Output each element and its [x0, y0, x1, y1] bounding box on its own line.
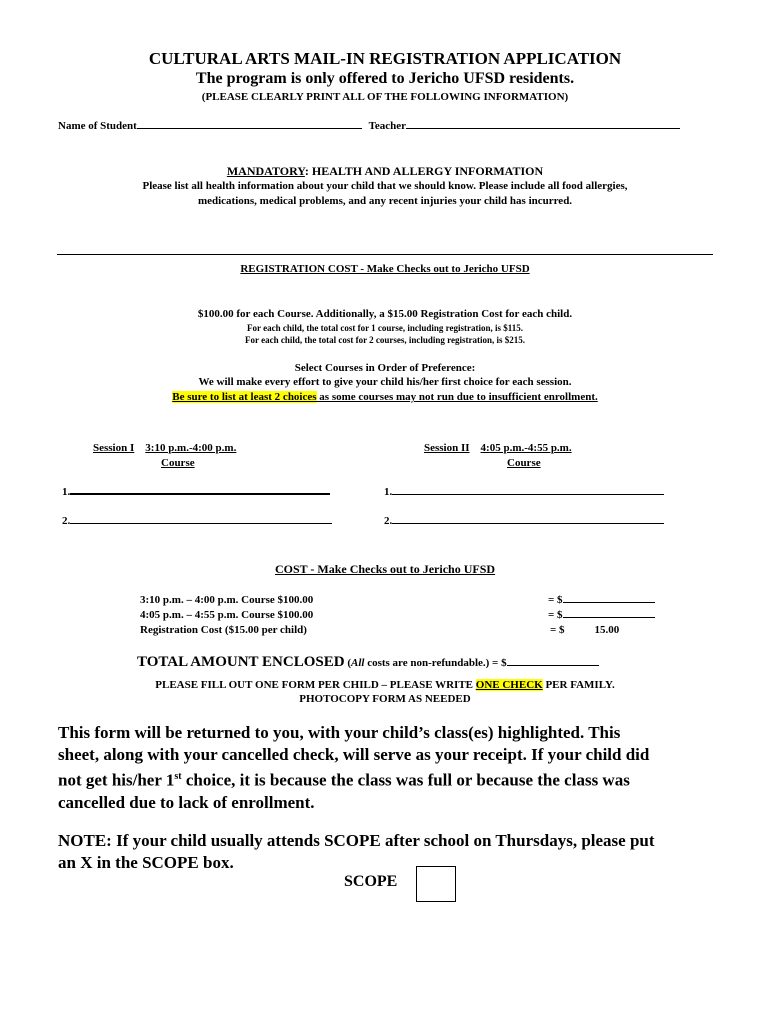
total-label: TOTAL AMOUNT ENCLOSED: [137, 654, 345, 670]
choice-number: 2.: [384, 515, 393, 527]
course-cost-line: $100.00 for each Course. Additionally, a $15.00 Registration Cost for each child.: [197, 308, 573, 320]
equals-dollar: = $: [548, 594, 563, 606]
cost-row-amount: [550, 624, 619, 636]
cost-note-2: For each child, the total cost for 2 courses, including registration, is $215.: [245, 335, 525, 345]
health-heading-text: : HEALTH AND ALLERGY INFORMATION: [304, 164, 544, 178]
health-line-1: Please list all health information about your child that we should know. Please include all food allergies,: [142, 180, 628, 192]
student-row: [58, 120, 680, 132]
fill-out-line: [0, 679, 770, 691]
cost-note-1: For each child, the total cost for 1 course, including registration, is $115.: [247, 323, 523, 333]
receipt-line: This form will be returned to you, with your child’s class(es) highlighted. This: [58, 723, 621, 742]
cost-heading: COST - Make Checks out to Jericho UFSD: [274, 562, 496, 576]
cost-row-2-field[interactable]: [563, 617, 655, 618]
effort-line: We will make every effort to give your child his/her first choice for each session.: [198, 376, 572, 388]
ordinal-suffix: st: [174, 771, 182, 782]
health-line-2: medications, medical problems, and any recent injuries your child has incurred.: [197, 195, 573, 207]
form-title: CULTURAL ARTS MAIL-IN REGISTRATION APPLICATION: [148, 49, 622, 68]
choice-number: 1.: [62, 486, 71, 498]
session-1-time: 3:10 p.m.-4:00 p.m.: [145, 442, 237, 454]
scope-note: [58, 830, 758, 874]
choices-line: [0, 391, 770, 403]
receipt-line: sheet, along with your cancelled check, will serve as your receipt. If your child did: [58, 745, 650, 764]
receipt-paragraph: [58, 722, 758, 814]
session-2-course: Course: [507, 457, 541, 469]
session-1-choice-2: [62, 515, 332, 527]
equals-dollar: = $: [548, 609, 563, 621]
form-subtitle: The program is only offered to Jericho UFSD residents.: [195, 70, 575, 87]
session-1-label: Session I: [93, 442, 135, 454]
receipt-text: choice, it is because the class was full or because the class was: [181, 770, 630, 790]
fill-out-text-end: PER FAMILY.: [542, 679, 615, 691]
receipt-text: not get his/her 1: [58, 770, 175, 790]
receipt-line: [58, 766, 758, 792]
total-row: [137, 653, 599, 671]
session-2-choice-1-field[interactable]: [392, 494, 664, 495]
session-2-heading: [424, 442, 572, 454]
session-1-choice-1: [62, 486, 330, 498]
registration-cost-value: 15.00: [594, 624, 620, 636]
fill-out-text: PLEASE FILL OUT ONE FORM PER CHILD – PLEASE WRITE: [155, 679, 476, 691]
cost-row-label: 4:05 p.m. – 4:55 p.m. Course $100.00: [140, 609, 314, 621]
session-1-course: Course: [161, 457, 195, 469]
choices-rest: as some courses may not run due to insufficient enrollment.: [316, 391, 598, 403]
choices-highlight: Be sure to list at least 2 choices: [172, 391, 317, 403]
session-1-heading: [93, 442, 236, 454]
cost-row-amount: [548, 594, 655, 606]
equals-dollar: = $: [550, 624, 565, 636]
health-answer-line[interactable]: [57, 254, 713, 255]
session-2-label: Session II: [424, 442, 470, 454]
student-name-label: Name of Student: [58, 120, 137, 132]
session-1-choice-1-field[interactable]: [70, 493, 330, 495]
total-paren: (: [344, 657, 351, 669]
cost-row-1-field[interactable]: [563, 602, 655, 603]
session-1-choice-2-field[interactable]: [70, 523, 332, 524]
health-heading: [0, 164, 770, 179]
scope-checkbox[interactable]: [416, 866, 456, 902]
total-rest: costs are non-refundable.) = $: [364, 657, 507, 669]
choice-number: 2.: [62, 515, 71, 527]
one-check-highlight: ONE CHECK: [475, 679, 543, 691]
cost-row-amount: [548, 609, 655, 621]
teacher-label: Teacher: [368, 120, 407, 132]
mandatory-label: MANDATORY: [226, 164, 305, 178]
scope-label: SCOPE: [344, 873, 398, 890]
choice-number: 1.: [384, 486, 393, 498]
session-2-choice-2-field[interactable]: [392, 523, 664, 524]
total-amount-field[interactable]: [507, 665, 599, 666]
session-2-choice-1: [384, 486, 664, 498]
cost-row-label: Registration Cost ($15.00 per child): [140, 624, 307, 636]
total-all: All: [350, 657, 365, 669]
scope-note-line: NOTE: If your child usually attends SCOPE after school on Thursdays, please put: [58, 831, 655, 850]
registration-heading: REGISTRATION COST - Make Checks out to Jericho UFSD: [240, 263, 530, 275]
session-2-choice-2: [384, 515, 664, 527]
print-instruction: (PLEASE CLEARLY PRINT ALL OF THE FOLLOWING INFORMATION): [201, 91, 569, 103]
student-name-field[interactable]: [137, 128, 362, 129]
photocopy-line: PHOTOCOPY FORM AS NEEDED: [299, 693, 471, 705]
teacher-field[interactable]: [406, 128, 680, 129]
session-2-time: 4:05 p.m.-4:55 p.m.: [480, 442, 572, 454]
scope-note-line: an X in the SCOPE box.: [58, 853, 234, 872]
select-courses-line: Select Courses in Order of Preference:: [294, 362, 476, 374]
receipt-line: cancelled due to lack of enrollment.: [58, 792, 315, 812]
cost-row-label: 3:10 p.m. – 4:00 p.m. Course $100.00: [140, 594, 314, 606]
